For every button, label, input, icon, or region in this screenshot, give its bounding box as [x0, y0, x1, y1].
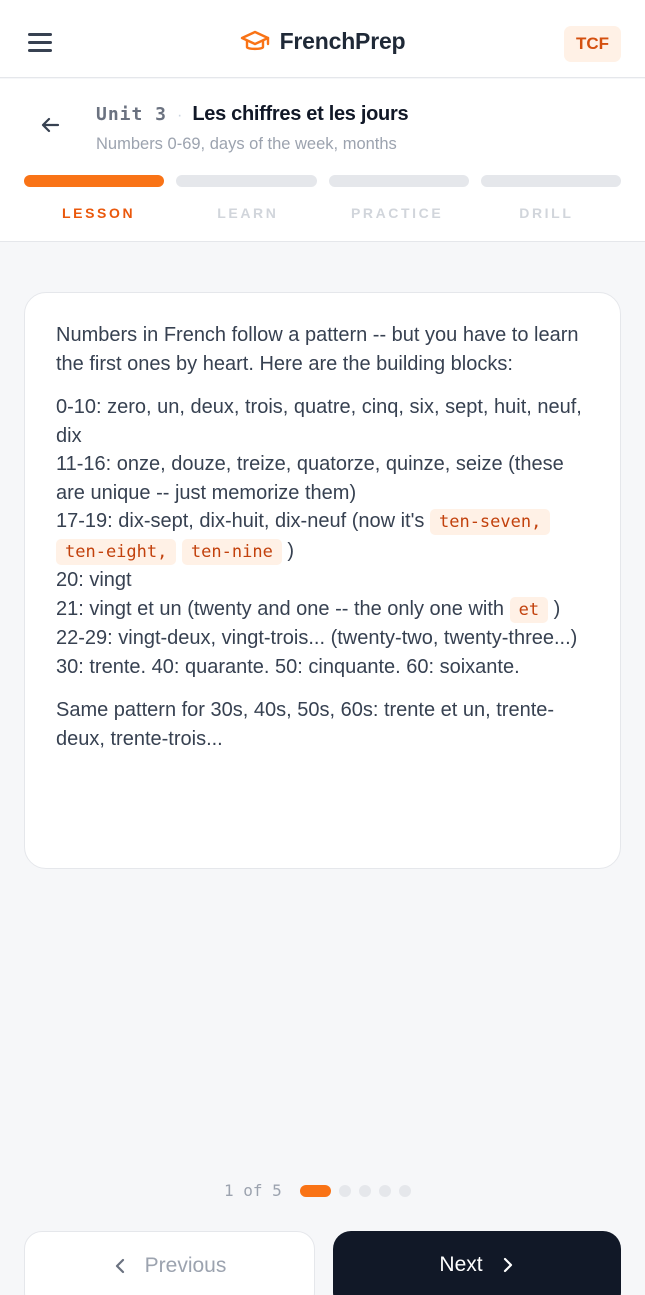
exam-badge[interactable]: TCF: [564, 26, 621, 62]
unit-title: Les chiffres et les jours: [192, 103, 409, 125]
next-button[interactable]: [333, 1231, 621, 1295]
unit-header: [0, 79, 645, 242]
step-bar-practice: [329, 175, 469, 187]
unit-subtitle: Numbers 0-69, days of the week, months: [96, 135, 397, 153]
unit-heading: [96, 103, 408, 126]
page-dot: [399, 1185, 411, 1197]
lesson-line: 0-10: zero, un, deux, trois, quatre, cinq, six, sept, huit, neuf, dix: [56, 396, 582, 447]
page-dot-active: [300, 1185, 331, 1197]
lesson-line-end: ): [553, 597, 561, 620]
brand: [0, 28, 645, 60]
lesson-outro: Same pattern for 30s, 40s, 50s, 60s: trente et un, trente-deux, trente-trois...: [56, 699, 555, 750]
tab-practice[interactable]: PRACTICE: [350, 205, 444, 221]
lesson-line: 20: vingt: [56, 569, 132, 591]
page-dot: [339, 1185, 351, 1197]
step-progress: [24, 175, 621, 187]
tab-learn[interactable]: LEARN: [217, 205, 279, 221]
lesson-line: 17-19: dix-sept, dix-huit, dix-neuf (now it's: [56, 510, 430, 532]
step-bar-lesson: [24, 175, 164, 187]
page-dot: [359, 1185, 371, 1197]
page-count: 1 of 5: [224, 1181, 282, 1200]
previous-button[interactable]: [24, 1231, 315, 1295]
lesson-line: 22-29: vingt-deux, vingt-trois... (twenty-two, twenty-three...): [56, 627, 578, 649]
app-name: FrenchPrep: [279, 28, 406, 54]
lesson-intro: Numbers in French follow a pattern -- but you have to learn the first ones by heart. Here are the building blocks:: [56, 324, 579, 375]
tab-drill[interactable]: DRILL: [519, 205, 574, 221]
lesson-card: [24, 292, 621, 869]
code-snippet: ten-eight,: [56, 539, 176, 565]
tab-lesson[interactable]: LESSON: [62, 205, 136, 221]
arrow-left-icon[interactable]: [36, 111, 64, 139]
page-dots: [300, 1185, 411, 1197]
page-dot: [379, 1185, 391, 1197]
chevron-left-icon: [113, 1254, 127, 1278]
unit-label: Unit 3: [96, 104, 168, 125]
step-bar-drill: [481, 175, 621, 187]
lesson-line: 21: vingt et un (twenty and one -- the only one with: [56, 597, 510, 620]
lesson-line: 11-16: onze, douze, treize, quatorze, quinze, seize (these are unique -- just memorize them): [56, 453, 564, 504]
lesson-line: 30: trente. 40: quarante. 50: cinquante. 60: soixante.: [56, 655, 520, 678]
page-indicator: [224, 1181, 411, 1200]
next-label: Next: [439, 1253, 483, 1276]
separator-dot: ·: [177, 107, 183, 124]
previous-label: Previous: [144, 1254, 227, 1277]
code-snippet: et: [510, 597, 548, 623]
code-snippet: ten-seven,: [430, 509, 550, 535]
step-tabs: [24, 205, 621, 221]
lesson-line-end: ): [287, 539, 295, 562]
graduation-cap-icon: [240, 30, 270, 54]
chevron-right-icon: [501, 1253, 515, 1277]
lesson-body: [56, 393, 589, 681]
code-snippet: ten-nine: [182, 539, 282, 565]
step-bar-learn: [176, 175, 316, 187]
app-bar: [0, 0, 645, 78]
